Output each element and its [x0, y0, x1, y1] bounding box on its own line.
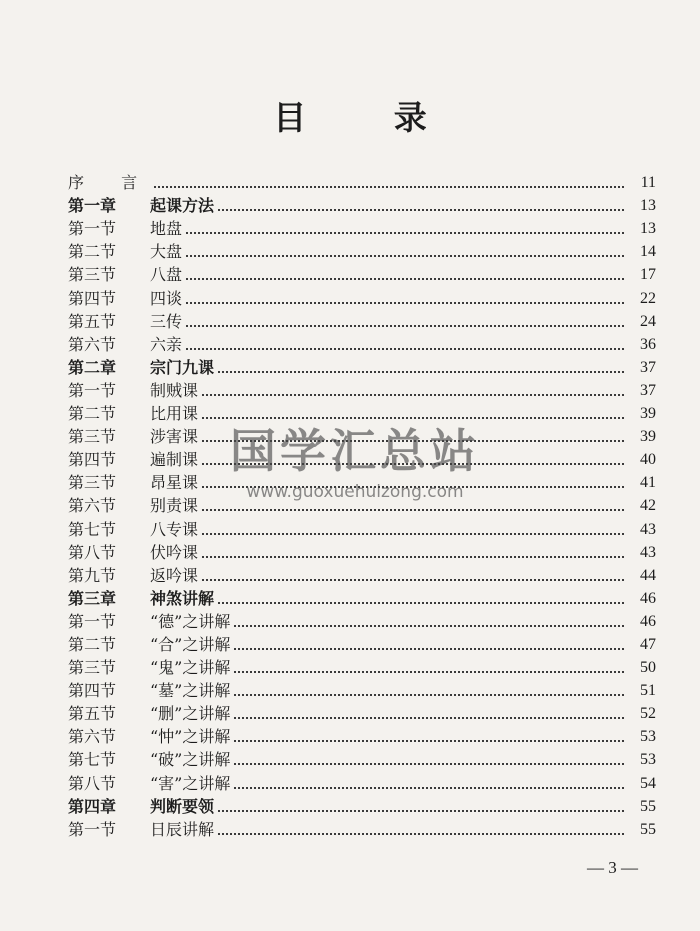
toc-entry-page: 13 [640, 220, 656, 238]
toc-entry-label: 第三节 [68, 427, 117, 447]
toc-entry [68, 216, 656, 239]
toc-entry-title: 大盘 [150, 242, 183, 262]
dot-leader [202, 532, 624, 535]
toc-entry [68, 285, 656, 308]
dot-leader [186, 231, 624, 234]
toc-entry-page: 36 [640, 335, 656, 353]
dot-leader [202, 485, 624, 488]
toc-entry-label: 第一节 [68, 611, 117, 631]
toc-entry-title: “忡”之讲解 [150, 727, 231, 747]
toc-entry [68, 678, 656, 701]
toc-entry-title: 遍制课 [150, 450, 199, 470]
dot-leader [234, 762, 624, 765]
toc-entry-page: 55 [640, 820, 656, 838]
toc-entry-page: 55 [640, 797, 656, 815]
dot-leader [202, 462, 624, 465]
dot-leader [202, 508, 624, 511]
toc-entry-title: “鬼”之讲解 [150, 658, 231, 678]
toc-entry-page: 11 [640, 174, 656, 192]
toc-entry [68, 447, 656, 470]
toc-entry [68, 170, 656, 193]
toc-entry-title: “害”之讲解 [150, 773, 231, 793]
toc-entry [68, 794, 656, 817]
dot-leader [218, 208, 624, 211]
dot-leader [234, 670, 624, 673]
dot-leader [234, 693, 624, 696]
toc-entry-title: 地盘 [150, 219, 183, 239]
toc-entry-page: 47 [640, 635, 656, 653]
toc-entry-page: 14 [640, 243, 656, 261]
toc-entry-label: 第一节 [68, 380, 117, 400]
dot-leader [154, 185, 624, 188]
toc-entry-label: 第三节 [68, 473, 117, 493]
toc-entry-label: 第七节 [68, 519, 117, 539]
toc-entry-label: 第八节 [68, 773, 117, 793]
toc-entry-page: 22 [640, 289, 656, 307]
toc-entry [68, 470, 656, 493]
toc-entry-title: 六亲 [150, 334, 183, 354]
toc-entry-label: 第七节 [68, 750, 117, 770]
toc-entry-page: 44 [640, 566, 656, 584]
toc-entry-page: 17 [640, 266, 656, 284]
page-title: 目 录 [273, 98, 465, 137]
toc-entry-label: 第六节 [68, 496, 117, 516]
toc-entry-label: 第四节 [68, 681, 117, 701]
toc-entry-label: 第四节 [68, 450, 117, 470]
toc-entry-page: 50 [640, 659, 656, 677]
toc-entry-title: “德”之讲解 [150, 611, 231, 631]
toc-entry-label: 第一节 [68, 219, 117, 239]
toc-entry-title: 三传 [150, 311, 183, 331]
dot-leader [202, 578, 624, 581]
toc-entry-title: 八专课 [150, 519, 199, 539]
toc-entry [68, 516, 656, 539]
dot-leader [218, 809, 624, 812]
toc-entry-label: 第一章 [68, 196, 117, 216]
toc-entry [68, 701, 656, 724]
toc-entry [68, 193, 656, 216]
toc-entry-title: “破”之讲解 [150, 750, 231, 770]
toc-entry-label: 第二节 [68, 404, 117, 424]
toc-entry-title: 起课方法 [150, 196, 215, 216]
toc-entry-page: 53 [640, 728, 656, 746]
toc-entry [68, 309, 656, 332]
toc-entry [68, 770, 656, 793]
toc-entry-title: 宗门九课 [150, 357, 215, 377]
toc-entry [68, 378, 656, 401]
dot-leader [218, 601, 624, 604]
dot-leader [234, 716, 624, 719]
toc-entry [68, 817, 656, 840]
toc-entry-label: 第三节 [68, 265, 117, 285]
dot-leader [186, 301, 624, 304]
toc-entry [68, 239, 656, 262]
toc-entry-title: “墓”之讲解 [150, 681, 231, 701]
dot-leader [218, 832, 624, 835]
dot-leader [234, 647, 624, 650]
toc-entry [68, 747, 656, 770]
page-number: — 3 — [587, 858, 638, 877]
toc-entry-title: 判断要领 [150, 796, 215, 816]
toc-entry-page: 39 [640, 428, 656, 446]
toc-entry-title: 比用课 [150, 404, 199, 424]
toc-entry-label: 第二节 [68, 634, 117, 654]
toc-entry-label: 第四章 [68, 796, 117, 816]
toc-entry-title: 昂星课 [150, 473, 199, 493]
dot-leader [202, 416, 624, 419]
toc-entry-title: 日辰讲解 [150, 819, 215, 839]
dot-leader [218, 370, 624, 373]
dot-leader [202, 393, 624, 396]
toc-entry-page: 43 [640, 543, 656, 561]
toc-entry [68, 609, 656, 632]
toc-entry-label: 第六节 [68, 334, 117, 354]
toc-entry [68, 493, 656, 516]
toc-entry [68, 632, 656, 655]
toc-entry-label: 第二章 [68, 357, 117, 377]
toc-entry-page: 54 [640, 774, 656, 792]
dot-leader [202, 439, 624, 442]
table-of-contents [68, 170, 656, 840]
toc-entry-label: 第五节 [68, 311, 117, 331]
watermark-url: www.guoxuehuizong.com [246, 482, 464, 502]
toc-entry-title: 神煞讲解 [150, 588, 215, 608]
toc-entry-page: 39 [640, 405, 656, 423]
toc-entry-title: 返吟课 [150, 565, 199, 585]
toc-entry-page: 13 [640, 197, 656, 215]
toc-entry-page: 41 [640, 474, 656, 492]
toc-entry-label: 序 言 [68, 173, 154, 193]
dot-leader [234, 739, 624, 742]
toc-entry-page: 40 [640, 451, 656, 469]
toc-entry [68, 332, 656, 355]
dot-leader [234, 786, 624, 789]
toc-entry-title: 制贼课 [150, 380, 199, 400]
toc-entry [68, 262, 656, 285]
toc-entry [68, 540, 656, 563]
dot-leader [186, 254, 624, 257]
toc-entry [68, 724, 656, 747]
toc-entry-page: 37 [640, 381, 656, 399]
dot-leader [202, 555, 624, 558]
toc-entry-label: 第二节 [68, 242, 117, 262]
dot-leader [186, 324, 624, 327]
toc-entry-label: 第四节 [68, 288, 117, 308]
watermark-title: 国学汇总站 [230, 424, 480, 478]
toc-entry [68, 355, 656, 378]
toc-entry-page: 24 [640, 312, 656, 330]
toc-entry-page: 53 [640, 751, 656, 769]
toc-entry-page: 46 [640, 612, 656, 630]
toc-entry [68, 655, 656, 678]
toc-entry-title: 别责课 [150, 496, 199, 516]
toc-entry-label: 第五节 [68, 704, 117, 724]
toc-entry-label: 第三章 [68, 588, 117, 608]
toc-entry-title: “删”之讲解 [150, 704, 231, 724]
toc-entry [68, 586, 656, 609]
toc-entry-page: 46 [640, 589, 656, 607]
toc-entry-label: 第三节 [68, 658, 117, 678]
dot-leader [186, 347, 624, 350]
toc-entry-page: 52 [640, 705, 656, 723]
toc-entry-title: 伏吟课 [150, 542, 199, 562]
toc-entry-page: 42 [640, 497, 656, 515]
toc-entry-page: 51 [640, 682, 656, 700]
toc-entry-title: 涉害课 [150, 427, 199, 447]
toc-entry-label: 第八节 [68, 542, 117, 562]
dot-leader [186, 277, 624, 280]
toc-entry [68, 424, 656, 447]
toc-entry-label: 第六节 [68, 727, 117, 747]
toc-entry [68, 401, 656, 424]
toc-entry-title: “合”之讲解 [150, 634, 231, 654]
toc-entry-page: 37 [640, 358, 656, 376]
dot-leader [234, 624, 624, 627]
toc-entry-title: 四谈 [150, 288, 183, 308]
toc-entry-page: 43 [640, 520, 656, 538]
toc-entry-title: 八盘 [150, 265, 183, 285]
toc-entry-label: 第一节 [68, 819, 117, 839]
toc-entry [68, 563, 656, 586]
toc-entry-label: 第九节 [68, 565, 117, 585]
